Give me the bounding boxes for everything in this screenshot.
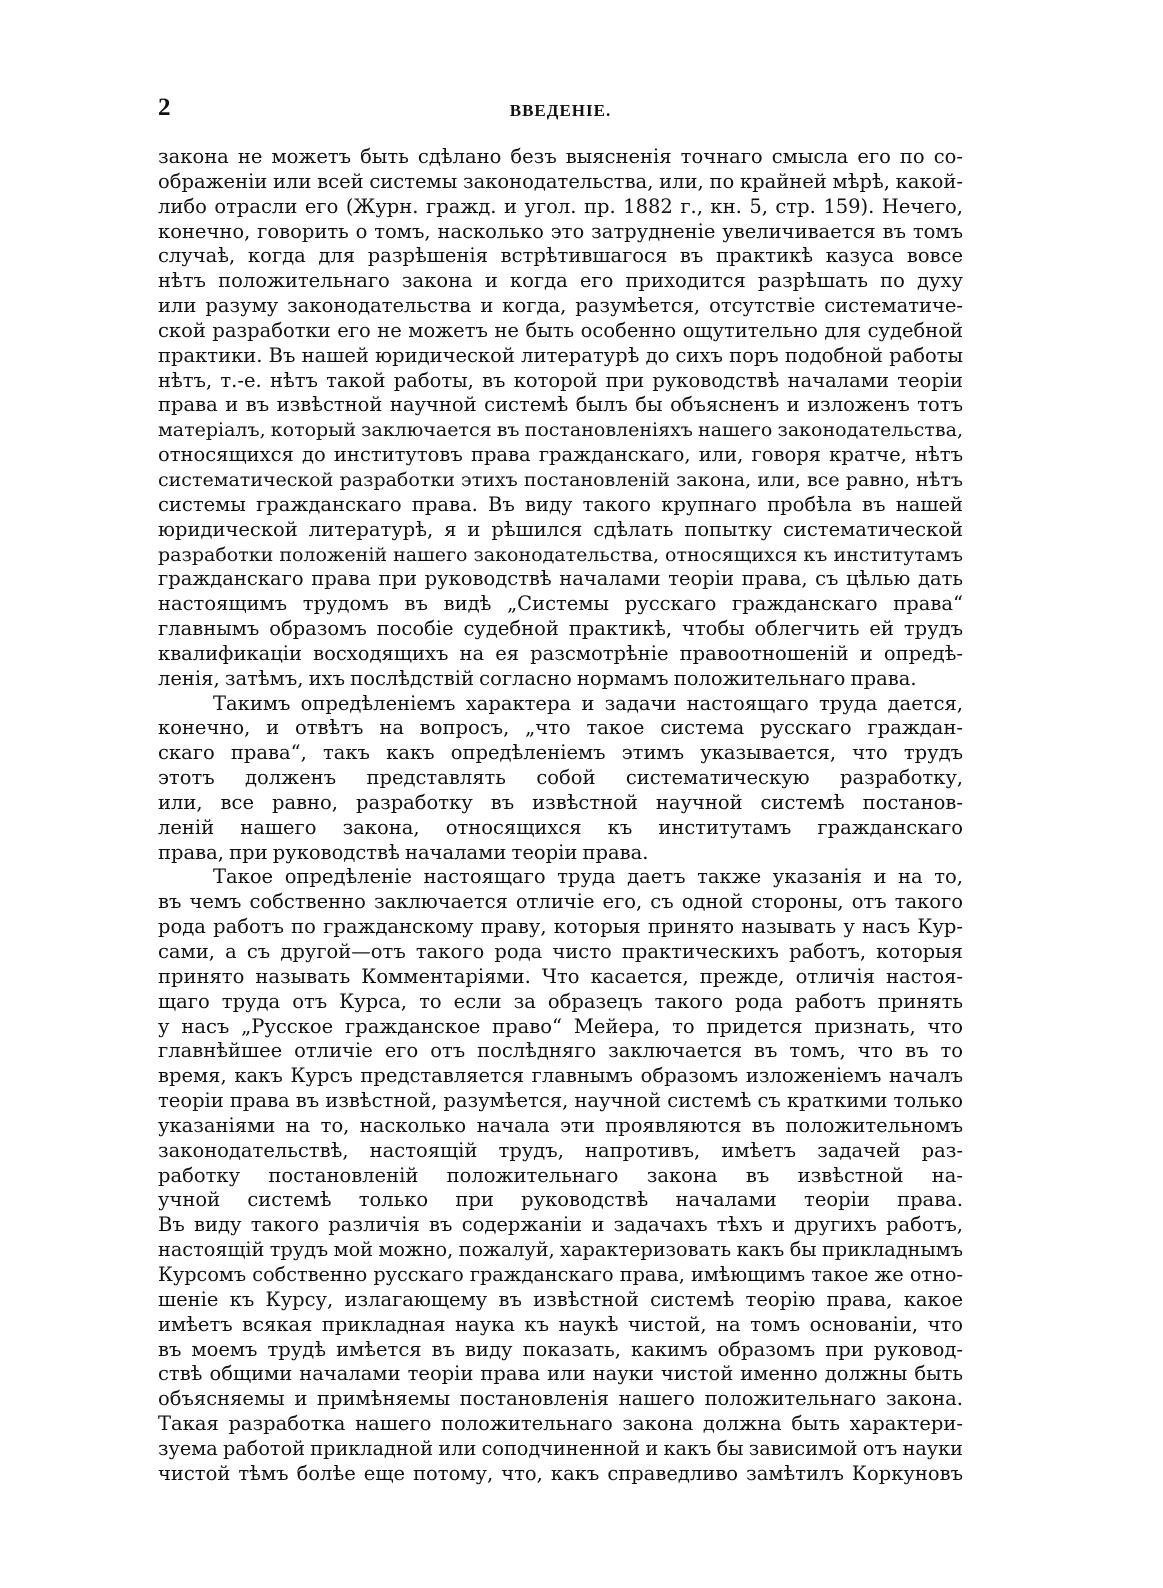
text-line: объясняемы и примѣняемы постановленія нашего положительнаго закона.	[158, 1387, 963, 1411]
text-line: нѣтъ, т.-е. нѣтъ такой работы, въ которой при руководствѣ началами теоріи	[158, 368, 963, 392]
text-line: систематической разработки этихъ постановленій закона, или, все равно, нѣтъ	[158, 468, 963, 491]
running-head	[158, 94, 963, 126]
text-line: законодательствѣ, настоящій трудъ, напротивъ, имѣетъ задачей раз-	[158, 1138, 963, 1162]
text-line: ской разработки его не можетъ не быть особенно ощутительно для судебной	[158, 318, 963, 342]
text-line: въ моемъ трудѣ имѣется въ виду показать, какимъ образомъ при руковод-	[158, 1337, 963, 1361]
text-line: работку постановленій положительнаго закона въ извѣстной на-	[158, 1163, 963, 1187]
text-line: матеріалъ, который заключается въ постановленіяхъ нашего законодательства,	[158, 419, 963, 442]
text-line: настоящимъ трудомъ въ видѣ „Системы русскаго гражданскаго права“	[158, 592, 963, 616]
text-line: въ чемъ собственно заключается отличіе его, съ одной стороны, отъ такого	[158, 890, 963, 914]
text-line: разработки положеній нашего законодательства, относящихся къ институтамъ	[158, 543, 963, 566]
text-line: права и въ извѣстной научной системѣ былъ бы объясненъ и изложенъ тотъ	[158, 393, 963, 417]
text-line: указаніями на то, насколько начала эти проявляются въ положительномъ	[158, 1113, 963, 1137]
text-line: сами, а съ другой—отъ такого рода чисто практическихъ работъ, которыя	[158, 940, 963, 963]
text-line: скаго права“, такъ какъ опредѣленіемъ этимъ указывается, что трудъ	[158, 741, 963, 765]
page-number: 2	[158, 94, 171, 121]
text-line: главнѣйшее отличіе его отъ послѣдняго заключается въ томъ, что въ то	[158, 1039, 963, 1063]
text-line: конечно, и отвѣтъ на вопросъ, „что такое система русскаго граждан-	[158, 716, 963, 740]
running-title: ВВЕДЕНІЕ.	[509, 101, 612, 120]
text-line: Такое опредѣленіе настоящаго труда даетъ также указанія и на то,	[213, 865, 963, 889]
text-line: Курсомъ собственно русскаго гражданскаго права, имѣющимъ такое же отно-	[158, 1262, 963, 1286]
text-line: зуема работой прикладной или соподчиненной и какъ бы зависимой отъ науки	[158, 1436, 963, 1460]
text-line: системы гражданскаго права. Въ виду такого крупнаго пробѣла въ нашей	[158, 492, 963, 516]
text-line: леній нашего закона, относящихся къ институтамъ гражданскаго	[158, 815, 963, 839]
text-line: учной системѣ только при руководствѣ началами теоріи права.	[158, 1188, 963, 1212]
text-line: или, все равно, разработку въ извѣстной научной системѣ постанов-	[158, 790, 963, 814]
text-line: конечно, говорить о томъ, насколько это затрудненіе увеличивается въ томъ	[158, 219, 963, 243]
text-line: относящихся до институтовъ права гражданскаго, или, говоря кратче, нѣтъ	[158, 443, 963, 467]
text-line: права, при руководствѣ началами теоріи права.	[158, 840, 649, 864]
text-line: Такимъ опредѣленіемъ характера и задачи настоящаго труда дается,	[213, 691, 963, 715]
text-line: Такая разработка нашего положительнаго закона должна быть характери-	[158, 1412, 963, 1436]
text-line: Въ виду такого различія въ содержаніи и задачахъ тѣхъ и другихъ работъ,	[158, 1213, 963, 1237]
text-line: ленія, затѣмъ, ихъ послѣдствій согласно нормамъ положительнаго права.	[158, 666, 917, 690]
body-text	[158, 145, 963, 1487]
text-line: нѣтъ положительнаго закона и когда его приходится разрѣшать по духу	[158, 269, 963, 293]
text-line: рода работъ по гражданскому праву, которыя принято называть у насъ Кур-	[158, 915, 963, 939]
text-line: гражданскаго права при руководствѣ началами теоріи права, съ цѣлью дать	[158, 567, 963, 591]
text-line: квалификаціи восходящихъ на ея разсмотрѣніе правоотношеній и опредѣ-	[158, 641, 963, 665]
text-line: главнымъ образомъ пособіе судебной практикѣ, чтобы облегчить ей трудъ	[158, 617, 963, 641]
text-line: либо отрасли его (Журн. гражд. и угол. пр. 1882 г., кн. 5, стр. 159). Нечего,	[158, 194, 963, 218]
text-line: теоріи права въ извѣстной, разумѣется, научной системѣ съ краткими только	[158, 1089, 963, 1113]
text-line: юридической литературѣ, я и рѣшился сдѣлать попытку систематической	[158, 517, 963, 541]
text-line: имѣетъ всякая прикладная наука къ наукѣ чистой, на томъ основаніи, что	[158, 1312, 963, 1336]
text-line: ображеніи или всей системы законодательства, или, по крайней мѣрѣ, какой-	[158, 169, 963, 193]
text-line: щаго труда отъ Курса, то если за образецъ такого рода работъ принять	[158, 989, 963, 1013]
text-line: практики. Въ нашей юридической литературѣ до сихъ поръ подобной работы	[158, 343, 963, 367]
text-line: случаѣ, когда для разрѣшенія встрѣтившагося въ практикѣ казуса вовсе	[158, 244, 963, 268]
text-line: ствѣ общими началами теоріи права или науки чистой именно должны быть	[158, 1362, 963, 1386]
text-line: шеніе къ Курсу, излагающему въ извѣстной системѣ теорію права, какое	[158, 1287, 963, 1311]
text-line: настоящій трудъ мой можно, пожалуй, характеризовать какъ бы прикладнымъ	[158, 1238, 963, 1262]
text-line: принято называть Комментаріями. Что касается, прежде, отличія настоя-	[158, 964, 963, 988]
text-line: закона не можетъ быть сдѣлано безъ выясненія точнаго смысла его по со-	[158, 145, 963, 168]
text-line: у насъ „Русское гражданское право“ Мейера, то придется признать, что	[158, 1014, 963, 1038]
text-line: или разуму законодательства и когда, разумѣется, отсутствіе систематиче-	[158, 294, 963, 318]
text-line: чистой тѣмъ болѣе еще потому, что, какъ справедливо замѣтилъ Коркуновъ	[158, 1461, 963, 1485]
text-line: время, какъ Курсъ представляется главнымъ образомъ изложеніемъ началъ	[158, 1064, 963, 1088]
text-line: этотъ долженъ представлять собой систематическую разработку,	[158, 766, 963, 790]
